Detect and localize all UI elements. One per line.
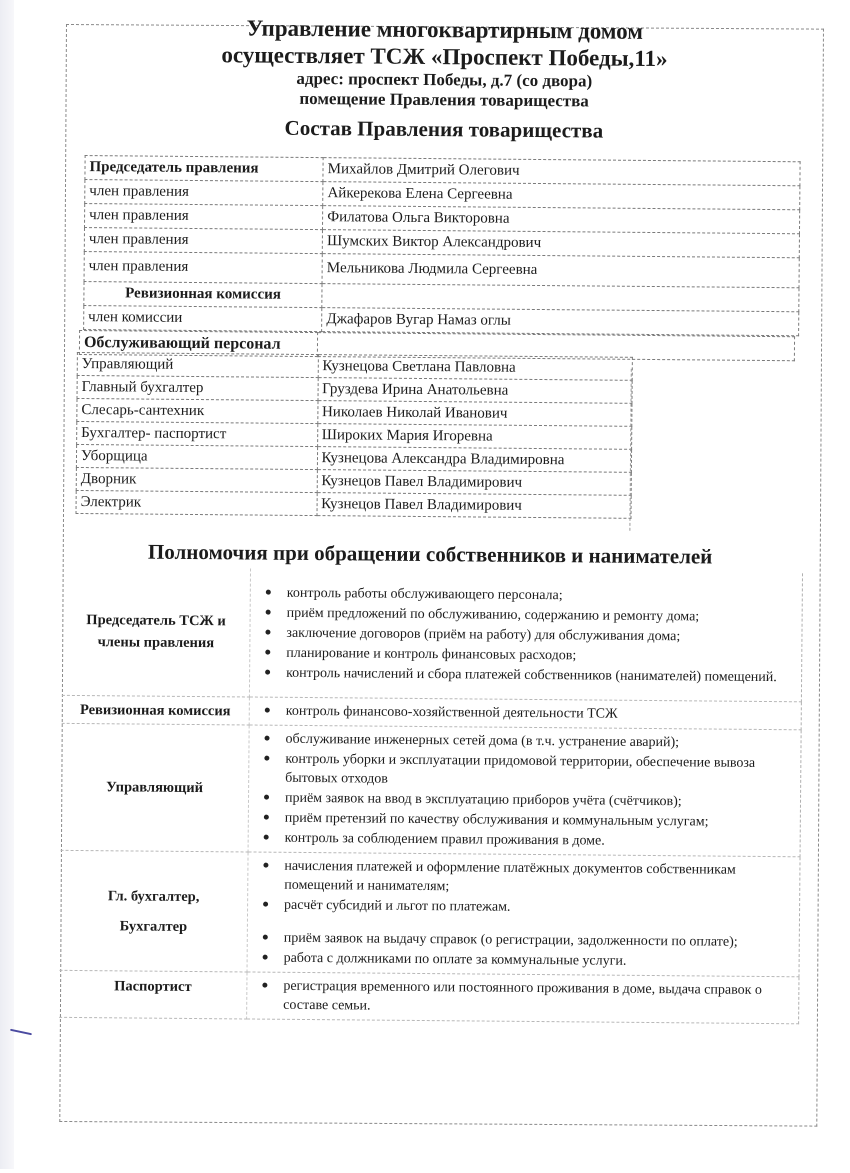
- list-item: контроль работы обслуживающего персонала;: [261, 583, 796, 607]
- role-cell: Уборщица: [76, 444, 317, 469]
- role-cell: член правления: [84, 228, 322, 254]
- name-cell: Филатова Ольга Викторовна: [323, 206, 800, 234]
- section-heading-audit: Ревизионная комиссия: [84, 282, 322, 308]
- name-cell: Михайлов Дмитрий Олегович: [323, 158, 800, 186]
- list-item: работа с должниками по оплате за коммунальные услуги.: [258, 949, 793, 973]
- powers-items: [247, 972, 799, 1024]
- name-cell: Кузнецов Павел Владимирович: [317, 470, 632, 496]
- role-cell: член правления: [84, 252, 322, 284]
- section-heading-staff: Обслуживающий персонал: [79, 330, 318, 356]
- label-line: Паспортист: [114, 978, 192, 996]
- powers-role-label: [59, 970, 247, 1019]
- role-cell: Председатель правления: [85, 156, 323, 182]
- name-cell: Айкерекова Елена Сергеевна: [323, 182, 800, 210]
- powers-title: Полномочия при обращении собственников и нанимателей: [147, 539, 713, 569]
- list-item: начисления платежей и оформление платёжных документов собственникам помещений и нанимателям;: [258, 857, 793, 900]
- role-cell: Дворник: [76, 467, 317, 492]
- label-line: Управляющий: [106, 779, 204, 797]
- powers-role-label: [61, 723, 250, 852]
- role-cell: Бухгалтер- паспортист: [77, 421, 318, 446]
- list-item: приём заявок на выдачу справок (о регистрации, задолженности по оплате);: [258, 929, 793, 953]
- powers-role-label: [60, 850, 249, 972]
- title-line-2: осуществляет ТСЖ «Проспект Победы,11»: [221, 42, 668, 72]
- list-item: приём претензий по качеству обслуживания и коммунальным услугам;: [259, 809, 794, 833]
- board-title: Состав Правления товарищества: [284, 115, 604, 143]
- list-item: планирование и контроль финансовых расходов;: [260, 643, 795, 667]
- title-block: [129, 13, 760, 144]
- list-item: контроль финансово-хозяйственной деятельности ТСЖ: [260, 702, 795, 726]
- name-cell: Шумских Виктор Александрович: [322, 230, 799, 258]
- label-line: Бухгалтер: [119, 917, 188, 935]
- list-item: контроль уборки и эксплуатации придомовой территории, обеспечение вывоза бытовых отходов: [259, 750, 794, 793]
- powers-row: [60, 850, 801, 976]
- role-cell: Электрик: [76, 490, 317, 515]
- label-line: Гл. бухгалтер,: [107, 887, 200, 905]
- name-cell: Джафаров Вугар Намаз оглы: [322, 308, 799, 336]
- role-cell: Управляющий: [77, 352, 318, 377]
- powers-items: [249, 568, 802, 701]
- powers-items: [247, 852, 800, 977]
- powers-items: [248, 725, 801, 857]
- powers-row: [61, 723, 802, 856]
- name-cell: Кузнецова Светлана Павловна: [318, 355, 633, 381]
- role-cell: Главный бухгалтер: [77, 375, 318, 400]
- name-cell: Кузнецова Александра Владимировна: [317, 447, 632, 473]
- label-line: Председатель ТСЖ и: [86, 612, 226, 630]
- list-item: контроль начислений и сбора платежей собственников (нанимателей) помещений.: [260, 663, 795, 687]
- address-line: адрес: проспект Победы, д.7 (со двора): [296, 68, 593, 91]
- table-divider: [629, 369, 632, 531]
- role-cell: член комиссии: [84, 306, 322, 332]
- label-line: Ревизионная комиссия: [79, 701, 231, 719]
- name-cell: Кузнецов Павел Владимирович: [317, 493, 632, 519]
- powers-table: [59, 567, 803, 1024]
- name-cell: Широких Мария Игоревна: [317, 424, 632, 450]
- board-table: [83, 155, 800, 336]
- name-cell: Груздева Ирина Анатольевна: [318, 378, 633, 404]
- role-cell: Слесарь-сантехник: [77, 398, 318, 423]
- name-cell: Николаев Николай Иванович: [317, 401, 632, 427]
- list-item: контроль за соблюдением правил проживания в доме.: [259, 829, 794, 853]
- powers-row: [59, 970, 799, 1023]
- table-row: [76, 490, 631, 518]
- staff-table: [76, 352, 633, 519]
- premises-line: помещение Правления товарищества: [299, 88, 589, 111]
- powers-role-label: [62, 695, 250, 725]
- list-item: приём заявок на ввод в эксплуатацию приборов учёта (счётчиков);: [259, 789, 794, 813]
- list-item: обслуживание инженерных сетей дома (в т.ч. устранение аварий);: [259, 730, 794, 754]
- list-item: заключение договоров (приём на работу) для обслуживания дома;: [260, 623, 795, 647]
- powers-role-label: [62, 567, 251, 697]
- role-cell: член правления: [85, 180, 323, 206]
- name-cell: Мельникова Людмила Сергеевна: [322, 254, 799, 288]
- powers-row: [62, 567, 803, 702]
- list-item: приём предложений по обслуживанию, содержанию и ремонту дома;: [261, 603, 796, 627]
- list-item: регистрация временного или постоянного проживания в доме, выдача справок о составе семьи.: [257, 977, 792, 1020]
- label-line: члены правления: [97, 634, 215, 652]
- list-item: расчёт субсидий и льгот по платежам.: [258, 896, 793, 920]
- role-cell: член правления: [85, 204, 323, 230]
- title-line-1: Управление многоквартирным домом: [246, 15, 644, 44]
